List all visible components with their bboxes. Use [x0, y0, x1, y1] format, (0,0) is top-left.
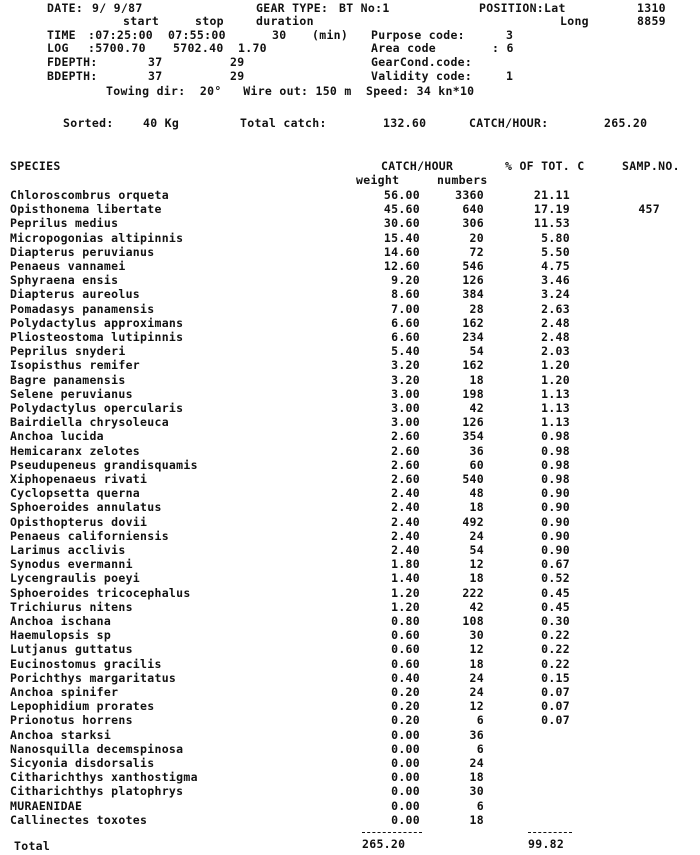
catch-numbers: 54: [469, 344, 484, 358]
gear-condition-label: GearCond.code:: [371, 55, 473, 69]
species-name: Anchoa starksi: [10, 728, 112, 742]
species-name: Bagre panamensis: [10, 373, 126, 387]
catch-weight: 3.20: [391, 373, 420, 387]
time-stop: 07:55:00: [168, 28, 226, 42]
column-duration-label: duration: [256, 14, 314, 28]
catch-per-hour-value: 265.20: [604, 116, 648, 130]
species-name: Nanosquilla decemspinosa: [10, 742, 184, 756]
species-name: Xiphopenaeus rivati: [10, 472, 148, 486]
percent-of-total: 0.90: [541, 486, 570, 500]
species-name: Polydactylus approximans: [10, 316, 184, 330]
catch-numbers: 18: [469, 571, 484, 585]
catch-weight: 0.60: [391, 628, 420, 642]
total-catch-label: Total catch:: [240, 116, 327, 130]
species-name: Prionotus horrens: [10, 713, 133, 727]
species-name: Hemicaranx zelotes: [10, 444, 141, 458]
gear-type-value: BT No:1: [339, 1, 390, 15]
time-unit: (min): [312, 28, 349, 42]
species-name: Isopisthus remifer: [10, 358, 141, 372]
species-name: Lycengraulis poeyi: [10, 571, 141, 585]
bdepth-label: BDEPTH:: [47, 69, 98, 83]
catch-hour-column-header: CATCH/HOUR: [381, 159, 454, 173]
table-row: [0, 587, 700, 601]
percent-total-rule: [528, 832, 572, 833]
table-row: [0, 232, 700, 246]
total-weight: 265.20: [362, 837, 406, 851]
catch-numbers: 12: [469, 642, 484, 656]
time-duration: 30: [272, 28, 287, 42]
position-label: POSITION:Lat: [479, 1, 566, 15]
species-name: Haemulopsis sp: [10, 628, 112, 642]
catch-weight: 9.20: [391, 273, 420, 287]
catch-numbers: 18: [469, 813, 484, 827]
time-start: :07:25:00: [88, 28, 154, 42]
purpose-code-label: Purpose code:: [371, 28, 465, 42]
catch-numbers: 12: [469, 699, 484, 713]
catch-numbers: 222: [462, 586, 484, 600]
catch-weight: 1.80: [391, 557, 420, 571]
table-row: [0, 743, 700, 757]
catch-weight: 3.00: [391, 387, 420, 401]
percent-of-total: 0.22: [541, 628, 570, 642]
catch-weight: 0.00: [391, 742, 420, 756]
time-label: TIME: [47, 28, 76, 42]
table-row: [0, 260, 700, 274]
catch-weight: 1.40: [391, 571, 420, 585]
percent-of-total: 0.98: [541, 472, 570, 486]
percent-total-column-header: % OF TOT. C: [505, 159, 585, 173]
catch-weight: 3.00: [391, 415, 420, 429]
catch-numbers: 18: [469, 500, 484, 514]
species-name: Polydactylus opercularis: [10, 401, 184, 415]
percent-of-total: 0.30: [541, 614, 570, 628]
catch-weight: 2.60: [391, 444, 420, 458]
catch-numbers: 18: [469, 373, 484, 387]
log-label: LOG: [47, 41, 69, 55]
fdepth-start: 37: [148, 55, 163, 69]
table-row: [0, 601, 700, 615]
catch-numbers: 6: [476, 742, 484, 756]
catch-weight: 8.60: [391, 287, 420, 301]
catch-weight: 0.00: [391, 813, 420, 827]
catch-numbers: 24: [469, 685, 484, 699]
percent-of-total: 0.90: [541, 515, 570, 529]
table-row: [0, 672, 700, 686]
percent-of-total: 2.03: [541, 344, 570, 358]
table-row: [0, 814, 700, 828]
species-name: Larimus acclivis: [10, 543, 126, 557]
species-name: Penaeus vannamei: [10, 259, 126, 273]
percent-of-total: 0.22: [541, 642, 570, 656]
species-name: Peprilus snyderi: [10, 344, 126, 358]
catch-numbers: 108: [462, 614, 484, 628]
catch-numbers: 354: [462, 429, 484, 443]
table-row: [0, 572, 700, 586]
species-name: Pliosteostoma lutipinnis: [10, 330, 184, 344]
catch-numbers: 18: [469, 657, 484, 671]
total-catch-value: 132.60: [383, 116, 427, 130]
catch-weight: 12.60: [383, 259, 420, 273]
table-row: [0, 516, 700, 530]
catch-numbers: 6: [476, 799, 484, 813]
longitude-label: Long: [560, 14, 589, 28]
fdepth-stop: 29: [230, 55, 245, 69]
table-row: [0, 558, 700, 572]
catch-numbers: 540: [462, 472, 484, 486]
catch-numbers: 640: [462, 202, 484, 216]
area-code-value: : 6: [492, 41, 514, 55]
percent-of-total: 0.67: [541, 557, 570, 571]
catch-weight: 0.00: [391, 756, 420, 770]
species-name: Opisthonema libertate: [10, 202, 162, 216]
percent-of-total: 3.46: [541, 273, 570, 287]
table-row: [0, 714, 700, 728]
catch-weight: 2.40: [391, 543, 420, 557]
percent-of-total: 0.98: [541, 429, 570, 443]
percent-of-total: 5.50: [541, 245, 570, 259]
table-row: [0, 757, 700, 771]
species-name: Lepophidium prorates: [10, 699, 155, 713]
percent-of-total: 11.53: [533, 216, 570, 230]
percent-of-total: 1.13: [541, 387, 570, 401]
species-name: Sphoeroides annulatus: [10, 500, 162, 514]
catch-numbers: 36: [469, 444, 484, 458]
species-name: Chloroscombrus orqueta: [10, 188, 169, 202]
table-row: [0, 700, 700, 714]
species-column-header: SPECIES: [10, 159, 61, 173]
log-start: :5700.70: [88, 41, 146, 55]
percent-of-total: 17.19: [533, 202, 570, 216]
date-value: 9/ 9/87: [92, 1, 143, 15]
catch-weight: 0.20: [391, 685, 420, 699]
table-row: [0, 303, 700, 317]
gear-type-label: GEAR TYPE:: [256, 1, 329, 15]
catch-weight: 0.60: [391, 642, 420, 656]
percent-of-total: 0.07: [541, 713, 570, 727]
table-row: [0, 800, 700, 814]
catch-weight: 5.40: [391, 344, 420, 358]
species-name: Anchoa spinifer: [10, 685, 119, 699]
percent-of-total: 2.48: [541, 316, 570, 330]
percent-of-total: 3.24: [541, 287, 570, 301]
catch-numbers: 198: [462, 387, 484, 401]
validity-code-label: Validity code:: [371, 69, 473, 83]
percent-of-total: 0.90: [541, 543, 570, 557]
table-row: [0, 445, 700, 459]
table-row: [0, 658, 700, 672]
catch-per-hour-label: CATCH/HOUR:: [469, 116, 549, 130]
catch-numbers: 12: [469, 557, 484, 571]
species-name: Diapterus peruvianus: [10, 245, 155, 259]
catch-weight: 2.60: [391, 429, 420, 443]
table-row: [0, 629, 700, 643]
table-row: [0, 643, 700, 657]
catch-weight: 30.60: [383, 216, 420, 230]
catch-numbers: 3360: [455, 188, 484, 202]
table-row: [0, 785, 700, 799]
catch-weight: 0.20: [391, 699, 420, 713]
table-row: [0, 416, 700, 430]
species-name: Pseudupeneus grandisquamis: [10, 458, 198, 472]
sample-number-column-header: SAMP.NO.: [622, 159, 680, 173]
table-row: [0, 374, 700, 388]
catch-numbers: 126: [462, 415, 484, 429]
catch-numbers: 28: [469, 302, 484, 316]
catch-weight: 2.60: [391, 458, 420, 472]
species-name: Opisthopterus dovii: [10, 515, 148, 529]
catch-weight: 0.20: [391, 713, 420, 727]
catch-numbers: 234: [462, 330, 484, 344]
catch-weight: 6.60: [391, 330, 420, 344]
species-name: Callinectes toxotes: [10, 813, 148, 827]
catch-numbers: 24: [469, 671, 484, 685]
log-stop: 5702.40: [173, 41, 224, 55]
table-row: [0, 203, 700, 217]
catch-numbers: 306: [462, 216, 484, 230]
species-name: Citharichthys platophrys: [10, 784, 184, 798]
catch-weight: 0.60: [391, 657, 420, 671]
area-code-label: Area code: [371, 41, 437, 55]
total-label: Total: [14, 839, 51, 853]
table-row: [0, 459, 700, 473]
total-percent: 99.82: [528, 837, 565, 851]
table-row: [0, 771, 700, 785]
catch-weight: 6.60: [391, 316, 420, 330]
percent-of-total: 21.11: [533, 188, 570, 202]
percent-of-total: 0.98: [541, 444, 570, 458]
catch-weight: 15.40: [383, 231, 420, 245]
table-row: [0, 246, 700, 260]
catch-weight: 2.40: [391, 486, 420, 500]
sample-number: 457: [638, 202, 660, 216]
table-row: [0, 274, 700, 288]
catch-numbers: 72: [469, 245, 484, 259]
weight-total-rule: [362, 832, 422, 833]
percent-of-total: 0.07: [541, 685, 570, 699]
species-name: Anchoa ischana: [10, 614, 112, 628]
species-name: Micropogonias altipinnis: [10, 231, 184, 245]
catch-numbers: 126: [462, 273, 484, 287]
percent-of-total: 0.90: [541, 500, 570, 514]
catch-weight: 2.40: [391, 515, 420, 529]
percent-of-total: 1.20: [541, 358, 570, 372]
towing-line: Towing dir: 20° Wire out: 150 m Speed: 34 kn*10: [106, 84, 475, 98]
fdepth-label: FDEPTH:: [47, 55, 98, 69]
species-name: Sicyonia disdorsalis: [10, 756, 155, 770]
table-row: [0, 729, 700, 743]
percent-of-total: 0.98: [541, 458, 570, 472]
catch-numbers: 30: [469, 628, 484, 642]
column-start-label: start: [123, 14, 160, 28]
catch-weight: 56.00: [383, 188, 420, 202]
catch-numbers: 162: [462, 316, 484, 330]
species-name: Eucinostomus gracilis: [10, 657, 162, 671]
percent-of-total: 2.63: [541, 302, 570, 316]
purpose-code-value: 3: [506, 28, 514, 42]
species-name: Pomadasys panamensis: [10, 302, 155, 316]
table-row: [0, 430, 700, 444]
catch-weight: 2.60: [391, 472, 420, 486]
percent-of-total: 1.13: [541, 415, 570, 429]
percent-of-total: 2.48: [541, 330, 570, 344]
column-stop-label: stop: [195, 14, 224, 28]
latitude-value: 1310: [637, 1, 666, 15]
catch-weight: 7.00: [391, 302, 420, 316]
catch-weight: 1.20: [391, 586, 420, 600]
species-name: Diapterus aureolus: [10, 287, 141, 301]
catch-numbers: 54: [469, 543, 484, 557]
percent-of-total: 0.45: [541, 586, 570, 600]
species-name: MURAENIDAE: [10, 799, 83, 813]
table-row: [0, 331, 700, 345]
table-row: [0, 388, 700, 402]
catch-numbers: 48: [469, 486, 484, 500]
catch-numbers: 492: [462, 515, 484, 529]
table-row: [0, 345, 700, 359]
percent-of-total: 1.20: [541, 373, 570, 387]
catch-numbers: 36: [469, 728, 484, 742]
catch-weight: 45.60: [383, 202, 420, 216]
catch-weight: 0.00: [391, 728, 420, 742]
species-name: Anchoa lucida: [10, 429, 104, 443]
species-name: Sphyraena ensis: [10, 273, 119, 287]
percent-of-total: 0.07: [541, 699, 570, 713]
bdepth-start: 37: [148, 69, 163, 83]
species-name: Porichthys margaritatus: [10, 671, 177, 685]
species-name: Peprilus medius: [10, 216, 119, 230]
table-row: [0, 686, 700, 700]
validity-code-value: 1: [506, 69, 514, 83]
catch-numbers: 20: [469, 231, 484, 245]
species-name: Selene peruvianus: [10, 387, 133, 401]
sorted-value: 40 Kg: [143, 116, 180, 130]
species-name: Trichiurus nitens: [10, 600, 133, 614]
percent-of-total: 0.22: [541, 657, 570, 671]
species-name: Sphoeroides tricocephalus: [10, 586, 191, 600]
catch-numbers: 42: [469, 600, 484, 614]
species-name: Synodus evermanni: [10, 557, 133, 571]
numbers-subheader: numbers: [437, 173, 488, 187]
table-row: [0, 402, 700, 416]
catch-weight: 1.20: [391, 600, 420, 614]
percent-of-total: 0.90: [541, 529, 570, 543]
catch-numbers: 384: [462, 287, 484, 301]
longitude-value: 8859: [637, 14, 666, 28]
sorted-label: Sorted:: [63, 116, 114, 130]
table-row: [0, 288, 700, 302]
catch-weight: 0.40: [391, 671, 420, 685]
date-label: DATE:: [47, 1, 84, 15]
percent-of-total: 0.52: [541, 571, 570, 585]
species-name: Penaeus californiensis: [10, 529, 169, 543]
species-name: Bairdiella chrysoleuca: [10, 415, 169, 429]
catch-numbers: 60: [469, 458, 484, 472]
percent-of-total: 0.15: [541, 671, 570, 685]
table-row: [0, 530, 700, 544]
weight-subheader: weight: [356, 173, 400, 187]
percent-of-total: 1.13: [541, 401, 570, 415]
catch-numbers: 18: [469, 770, 484, 784]
catch-numbers: 24: [469, 756, 484, 770]
percent-of-total: 5.80: [541, 231, 570, 245]
table-row: [0, 544, 700, 558]
catch-numbers: 24: [469, 529, 484, 543]
catch-weight: 14.60: [383, 245, 420, 259]
catch-weight: 0.80: [391, 614, 420, 628]
table-row: [0, 359, 700, 373]
catch-weight: 2.40: [391, 529, 420, 543]
catch-numbers: 546: [462, 259, 484, 273]
catch-weight: 0.00: [391, 770, 420, 784]
table-row: [0, 487, 700, 501]
table-row: [0, 501, 700, 515]
table-row: [0, 317, 700, 331]
species-name: Cyclopsetta querna: [10, 486, 141, 500]
catch-weight: 3.20: [391, 358, 420, 372]
table-row: [0, 615, 700, 629]
bdepth-stop: 29: [230, 69, 245, 83]
log-duration: 1.70: [238, 41, 267, 55]
catch-weight: 2.40: [391, 500, 420, 514]
catch-numbers: 162: [462, 358, 484, 372]
catch-numbers: 30: [469, 784, 484, 798]
catch-weight: 3.00: [391, 401, 420, 415]
catch-numbers: 6: [476, 713, 484, 727]
species-name: Citharichthys xanthostigma: [10, 770, 198, 784]
catch-weight: 0.00: [391, 799, 420, 813]
table-row: [0, 473, 700, 487]
percent-of-total: 0.45: [541, 600, 570, 614]
percent-of-total: 4.75: [541, 259, 570, 273]
table-row: [0, 217, 700, 231]
catch-weight: 0.00: [391, 784, 420, 798]
table-row: [0, 189, 700, 203]
catch-numbers: 42: [469, 401, 484, 415]
species-name: Lutjanus guttatus: [10, 642, 133, 656]
